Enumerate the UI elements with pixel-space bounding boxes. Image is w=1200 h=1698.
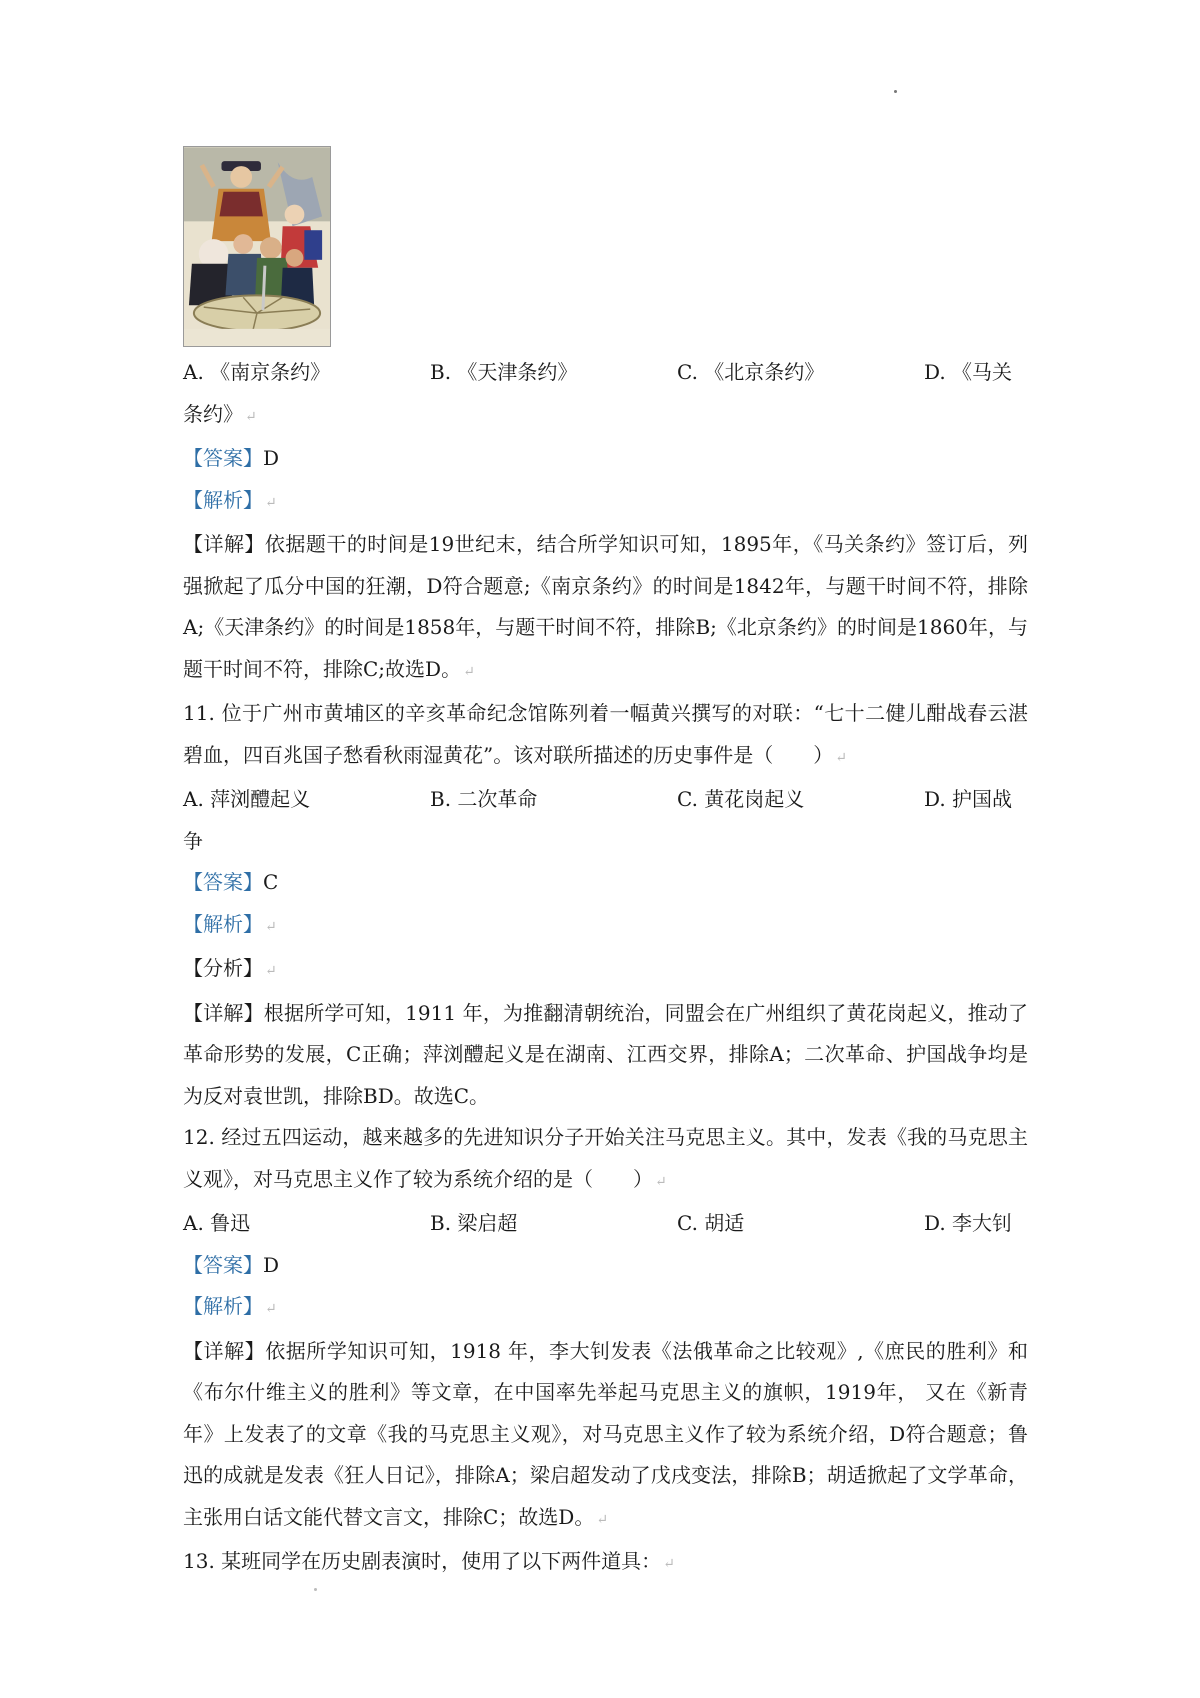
detail-tag: 【详解】 [183,532,265,556]
fenxi-tag: 【分析】 [183,956,263,980]
detail-tag: 【详解】 [183,1338,266,1363]
detail-text: 根据所学可知，1911 年，为推翻清朝统治，同盟会在广州组织了黄花岗起义，推动了革命形势的发展，C正确；萍浏醴起义是在湖南、江西交界，排除A；二次革命、护国战争均是为反对袁世凯，排除BD。故选C。 [183,1000,1028,1108]
q13-stem: 13. 某班同学在历史剧表演时，使用了以下两件道具： ↵ [183,1549,675,1573]
q12-answer [183,1245,1028,1287]
q11-stem: 11. 位于广州市黄埔区的辛亥革命纪念馆陈列着一幅黄兴撰写的对联：“七十二健儿酣战春云湛碧血，四百兆国子愁看秋雨湿黄花”。该对联所描述的历史事件是（ ） ↵ [183,701,1028,767]
detail-text: 依据题干的时间是19世纪末，结合所学知识可知，1895年，《马关条约》签订后，列强掀起了瓜分中国的狂潮，D符合题意;《南京条约》的时间是1842年，与题干时间不符，排除A;《天津条约》的时间是1858年，与题干时间不符，排除B;《北京条约》的时间是1860年，与题干时间不符，排除C;故选D。 [183,532,1028,681]
cartoon-image [183,146,331,347]
q11-answer [183,862,1028,904]
q12-analysis: 【解析】 ↵ [183,1294,277,1318]
q10-options [183,352,1028,394]
answer-value: C [263,870,279,894]
q10-option-c: C. 《北京条约》 [677,360,825,384]
q11-options [183,779,1028,821]
q12-options [183,1203,1028,1245]
q11-option-b: B. 二次革命 [430,787,538,811]
q10-answer [183,438,1028,480]
detail-text: 依据所学知识可知，1918 年，李大钊发表《法俄革命之比较观》,《庶民的胜利》和《布尔什维主义的胜利》等文章，在中国率先举起马克思主义的旗帜，1919年， 又在《新青年》上发表了的文章《我的马克思主义观》，对马克思主义作了较为系统介绍，D符合题意；鲁迅的成就是发表《狂人日记》，排除A；梁启超发动了戊戌变法，排除B；胡适掀起了文学革命，主张用白话文能代替文言文，排除C；故选D。 [183,1338,1028,1529]
q10-detail: 【详解】依据题干的时间是19世纪末，结合所学知识可知，1895年，《马关条约》签订后，列强掀起了瓜分中国的狂潮，D符合题意;《南京条约》的时间是1842年，与题干时间不符，排除A;《天津条约》的时间是1858年，与题干时间不符，排除B;《北京条约》的时间是1860年，与题干时间不符，排除C;故选D。 ↵ [183,532,1028,681]
q11-fenxi: 【分析】 ↵ [183,956,277,980]
answer-tag: 【答案】 [183,1252,263,1277]
q10-option-a: A. 《南京条约》 [183,360,331,384]
q11-option-d: D. 护国战 [924,787,1013,811]
answer-tag: 【答案】 [183,446,263,470]
page-dot [894,90,897,93]
q10-option-d-wrap: 条约》 ↵ [183,401,257,426]
q12-option-d: D. 李大钊 [924,1211,1013,1235]
answer-tag: 【答案】 [183,870,263,894]
detail-tag: 【详解】 [183,1000,264,1025]
answer-value: D [263,446,280,470]
page-content [183,352,1028,1586]
q11-analysis: 【解析】 ↵ [183,911,277,936]
q12-option-c: C. 胡适 [677,1211,745,1235]
analysis-tag: 【解析】 [183,487,263,512]
q12-option-b: B. 梁启超 [430,1211,518,1235]
q10-option-b: B. 《天津条约》 [430,360,578,384]
answer-value: D [263,1252,280,1277]
q10-analysis: 【解析】 ↵ [183,487,277,512]
q12-stem: 12. 经过五四运动，越来越多的先进知识分子开始关注马克思主义。其中，发表《我的马克思主义观》，对马克思主义作了较为系统介绍的是（ ） ↵ [183,1125,1028,1191]
q11-option-c: C. 黄花岗起义 [677,787,805,811]
q11-option-d-wrap: 争 [183,828,203,853]
page-dot [314,1588,317,1591]
analysis-tag: 【解析】 [183,1294,263,1318]
q12-detail: 【详解】依据所学知识可知，1918 年，李大钊发表《法俄革命之比较观》,《庶民的胜利》和《布尔什维主义的胜利》等文章，在中国率先举起马克思主义的旗帜，1919年， 又在《新青年》上发表了的文章《我的马克思主义观》，对马克思主义作了较为系统介绍，D符合题意；鲁迅的成就是发表《狂人日记》，排除A；梁启超发动了戊戌变法，排除B；胡适掀起了文学革命，主张用白话文能代替文言文，排除C；故选D。 ↵ [183,1338,1028,1529]
q11-detail [183,993,1028,1118]
q12-option-a: A. 鲁迅 [183,1211,251,1235]
analysis-tag: 【解析】 [183,911,263,936]
q11-option-a: A. 萍浏醴起义 [183,787,311,811]
q10-option-d: D. 《马关 [924,360,1013,384]
